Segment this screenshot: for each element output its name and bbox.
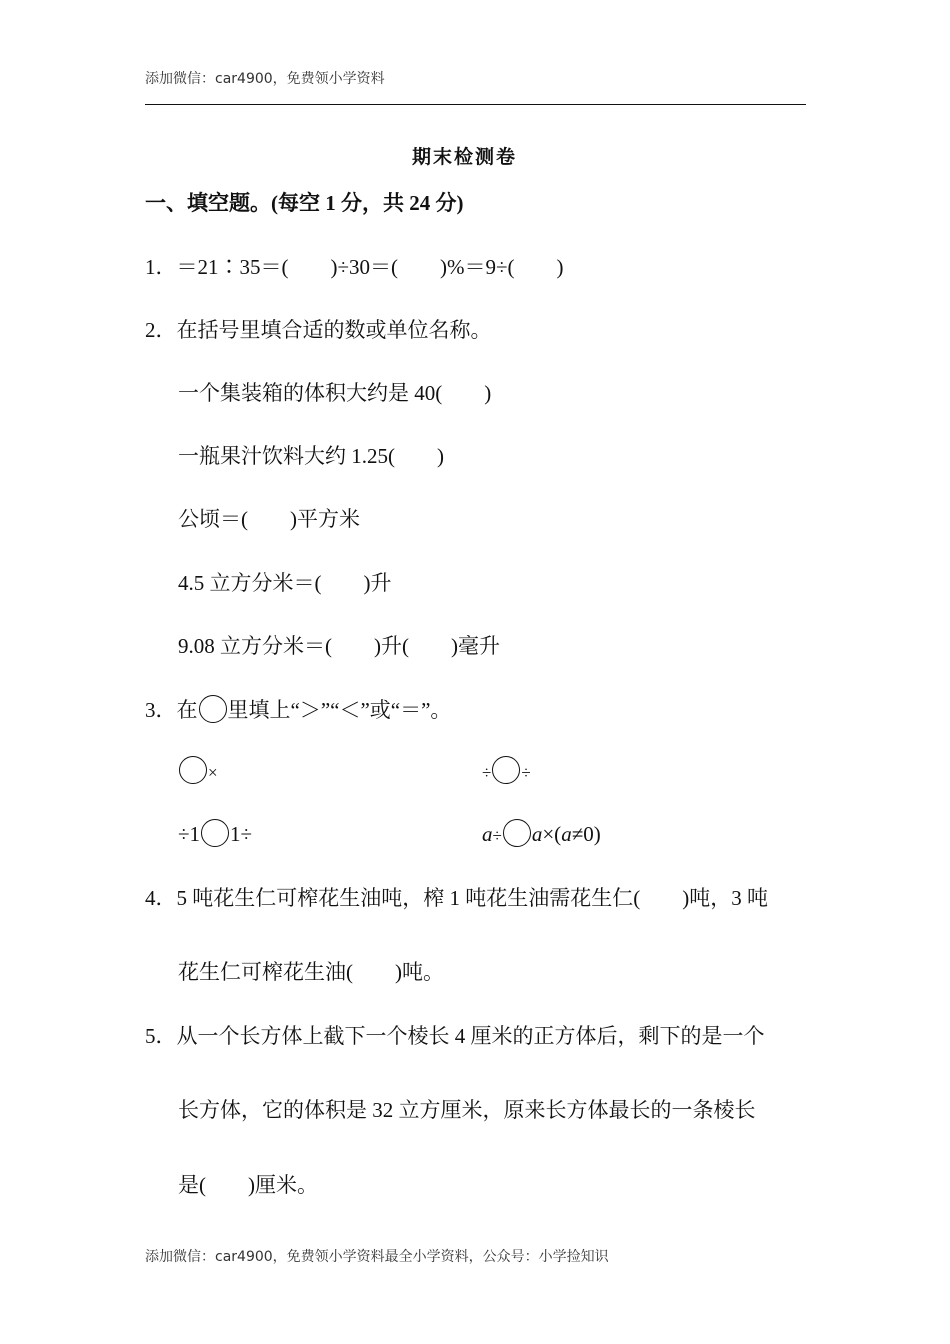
question-text: ＝21∶35＝( )÷30＝( )%＝9÷( ): [176, 255, 564, 279]
question-number: 5．: [145, 1024, 177, 1048]
operator: ×: [208, 763, 218, 782]
q2-line: 9.08 立方分米＝( )升( )毫升: [178, 634, 500, 658]
question-2: [145, 314, 492, 344]
question-3: [145, 694, 451, 724]
operator: ÷: [482, 763, 492, 782]
header-divider: [145, 104, 806, 105]
q2-line: 4.5 立方分米＝( )升: [178, 571, 392, 595]
q2-line: 一个集装箱的体积大约是 40( ): [178, 381, 492, 405]
question-text-pre: 在: [176, 698, 198, 722]
expr-right: 1÷: [230, 822, 253, 846]
header-note: 添加微信：car4900，免费领小学资料: [145, 71, 385, 87]
footer-note: 添加微信：car4900，免费领小学资料最全小学资料，公众号：小学捡知识: [145, 1249, 609, 1265]
condition: ≠0): [571, 822, 601, 846]
question-number: 4．: [145, 886, 177, 910]
expr-left: ÷1: [178, 822, 201, 846]
q2-line: 一瓶果汁饮料大约 1.25( ): [178, 444, 444, 468]
question-text-post: 里填上“＞”“＜”或“＝”。: [227, 698, 452, 722]
answer-circle-icon[interactable]: [503, 819, 531, 847]
operator: ÷: [521, 763, 531, 782]
question-text: 5 吨花生仁可榨花生油吨，榨 1 吨花生油需花生仁( )吨，3 吨: [176, 886, 768, 910]
compare-circle-icon: [199, 695, 227, 723]
q4-line: 花生仁可榨花生油( )吨。: [178, 960, 444, 984]
q5-line: 长方体，它的体积是 32 立方厘米，原来长方体最长的一条棱长: [178, 1098, 756, 1122]
q3-item-d: [482, 819, 601, 847]
q5-line: 是( )厘米。: [178, 1173, 318, 1197]
question-1: [145, 251, 564, 281]
var-a: a: [482, 822, 493, 846]
answer-circle-icon[interactable]: [179, 756, 207, 784]
var-a: a: [561, 822, 572, 846]
operator: ×(: [542, 822, 562, 846]
q2-line: 公顷＝( )平方米: [178, 507, 360, 531]
question-5: [145, 1020, 765, 1050]
q3-item-b: [482, 756, 531, 784]
section-heading: 一、填空题。(每空 1 分，共 24 分): [145, 191, 464, 215]
question-text: 在括号里填合适的数或单位名称。: [176, 318, 492, 342]
page-title: 期末检测卷: [412, 147, 518, 168]
question-number: 2．: [145, 318, 177, 342]
q3-item-a: [178, 756, 218, 784]
var-a: a: [531, 822, 543, 846]
question-number: 3．: [145, 698, 177, 722]
question-4: [145, 882, 768, 912]
answer-circle-icon[interactable]: [492, 756, 520, 784]
q3-item-c: [178, 819, 252, 847]
question-number: 1．: [145, 255, 177, 279]
answer-circle-icon[interactable]: [201, 819, 229, 847]
operator: ÷: [492, 826, 502, 845]
question-text: 从一个长方体上截下一个棱长 4 厘米的正方体后，剩下的是一个: [176, 1024, 765, 1048]
